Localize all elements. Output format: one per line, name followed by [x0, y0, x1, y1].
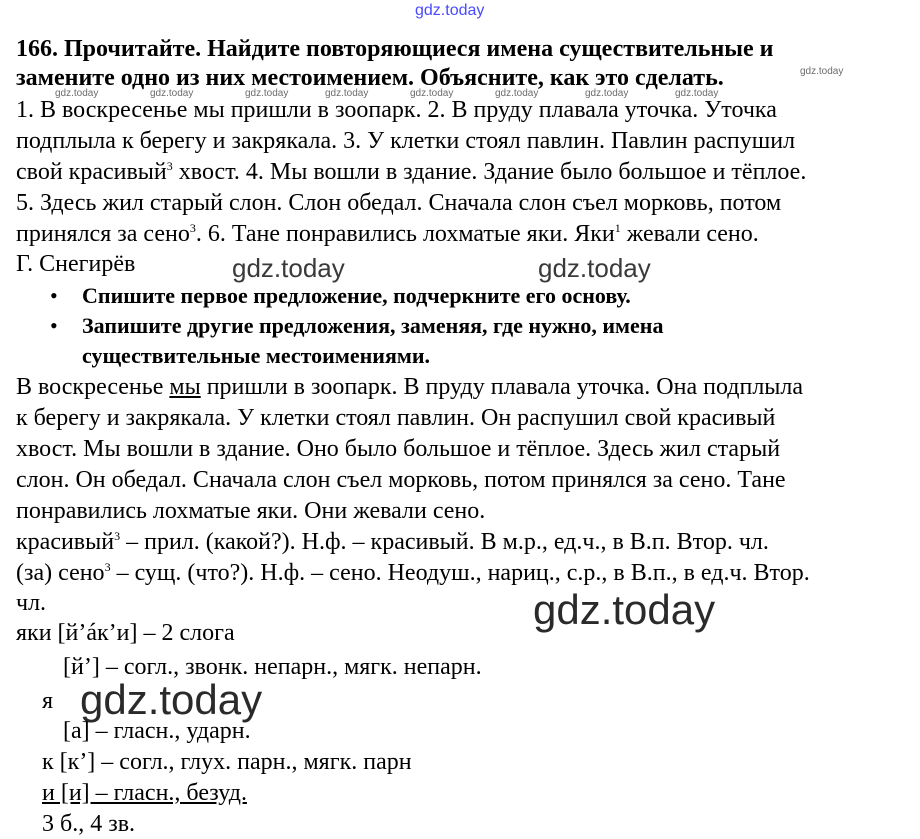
- footnote-mark: 3: [114, 529, 121, 543]
- bullet-dot: •: [50, 313, 58, 338]
- footnote-mark: 3: [189, 221, 196, 235]
- text-fragment: . 6. Тане понравились лохматые яки. Яки: [195, 221, 615, 247]
- answer-line-4: слон. Он обедал. Сначала слон съел морковь, потом принялся за сено. Тане: [16, 467, 786, 493]
- text-line-3: [16, 157, 806, 187]
- watermark-small: gdz.today: [55, 88, 99, 99]
- watermark-small: gdz.today: [495, 88, 539, 99]
- analysis-line-3: чл.: [16, 590, 47, 616]
- watermark-small: gdz.today: [585, 88, 629, 99]
- text-fragment: пришли в зоопарк. В пруду плавала уточка. Она подплыла: [200, 374, 804, 400]
- task-title-line-1: 166. Прочитайте. Найдите повторяющиеся имена существительные и: [16, 36, 774, 62]
- text-fragment: хвост. 4. Мы вошли в здание. Здание было большое и тёплое.: [172, 159, 807, 185]
- text-line-4: 5. Здесь жил старый слон. Слон обедал. Сначала слон съел морковь, потом: [16, 190, 782, 216]
- text-fragment: – сущ. (что?). Н.ф. – сено. Неодуш., нариц., с.р., в В.п., в ед.ч. Втор.: [110, 560, 810, 586]
- answer-line-2: к берегу и закрякала. У клетки стоял павлин. Он распушил свой красивый: [16, 405, 776, 431]
- analysis-line-2: [16, 558, 810, 588]
- watermark-small: gdz.today: [150, 88, 194, 99]
- watermark-mid: gdz.today: [538, 253, 651, 283]
- analysis-line-1: [16, 527, 769, 557]
- phonetics-line-2: [й’] – согл., звонк. непарн., мягк. непарн.: [63, 654, 482, 680]
- text-fragment: В воскресенье: [16, 374, 170, 400]
- author-line: Г. Снегирёв: [16, 251, 136, 277]
- watermark-small: gdz.today: [245, 88, 289, 99]
- watermark-top: gdz.today: [415, 2, 485, 19]
- text-fragment: – прил. (какой?). Н.ф. – красивый. В м.р., ед.ч., в В.п. Втор. чл.: [120, 529, 769, 555]
- answer-line-5: понравились лохматые яки. Они жевали сено.: [16, 498, 486, 524]
- phonetics-line-3: я: [42, 688, 54, 714]
- watermark-small: gdz.today: [410, 88, 454, 99]
- watermark-big: gdz.today: [80, 676, 263, 723]
- text-fragment: (за) сено: [16, 560, 105, 586]
- phonetics-line-5: к [к’] – согл., глух. парн., мягк. парн: [42, 749, 412, 775]
- watermark-big: gdz.today: [533, 586, 716, 633]
- phonetics-line-6: и [и] – гласн., безуд.: [42, 780, 247, 806]
- text-line-2: подплыла к берегу и закрякала. 3. У клетки стоял павлин. Павлин распушил: [16, 128, 796, 154]
- answer-line-3: хвост. Мы вошли в здание. Оно было большое и тёплое. Здесь жил старый: [16, 436, 781, 462]
- text-line-5: [16, 219, 759, 249]
- bullet-2-line-1: Запишите другие предложения, заменяя, где нужно, имена: [82, 313, 664, 338]
- watermark-small: gdz.today: [800, 66, 844, 77]
- watermark-small: gdz.today: [675, 88, 719, 99]
- bullet-dot: •: [50, 283, 58, 308]
- text-fragment: жевали сено.: [620, 221, 759, 247]
- watermark-small: gdz.today: [325, 88, 369, 99]
- answer-line-1: [16, 372, 803, 402]
- watermark-mid: gdz.today: [232, 253, 345, 283]
- footnote-mark: 1: [614, 221, 621, 235]
- underlined-subject: мы: [169, 374, 201, 400]
- bullet-2-line-2: существительные местоимениями.: [82, 343, 431, 368]
- footnote-mark: 3: [166, 159, 173, 173]
- text-fragment: принялся за сено: [16, 221, 190, 247]
- text-line-1: 1. В воскресенье мы пришли в зоопарк. 2. В пруду плавала уточка. Уточка: [16, 97, 777, 123]
- phonetics-line-4: [а] – гласн., ударн.: [63, 718, 251, 744]
- text-fragment: красивый: [16, 529, 115, 555]
- bullet-1: Спишите первое предложение, подчеркните его основу.: [82, 283, 631, 308]
- footnote-mark: 3: [104, 560, 111, 574]
- phonetics-line-1: яки [й’áк’и] – 2 слога: [16, 620, 235, 646]
- phonetics-line-7: 3 б., 4 зв.: [42, 811, 136, 837]
- task-title-line-2: замените одно из них местоимением. Объясните, как это сделать.: [16, 65, 724, 91]
- text-fragment: свой красивый: [16, 159, 167, 185]
